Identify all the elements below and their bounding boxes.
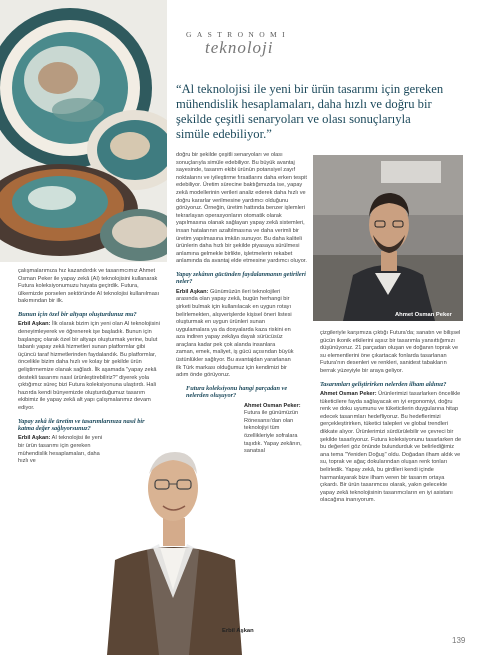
answer-4-speaker: Ahmet Osman Peker: [244,402,301,409]
question-5: Tasarımları geliştirirken nelerden ilham aldınız? [320,380,447,388]
answer-3-speaker: Erbil Aşkan: [176,288,209,295]
answer-3 [176,289,294,380]
answer-1-speaker: Erbil Aşkan: [18,321,51,328]
plates-photo [0,0,167,262]
ahmet-osman-peker-photo [313,155,463,321]
answer-2-text: AI teknolojisi ile yeni bir ürün tasarımı için gereken mühendislik hesaplamaları, daha hızlı ve [18,435,103,465]
portrait-illustration-1 [107,430,242,655]
answer-4-text: Futura ile günümüzün Rönesansı'dan olan teknolojiyi tüm özellikleriyle sofralara taşıdık. Yapay zekânın, sanatsal [244,410,302,455]
column-3-paragraph: çizgileriyle karşımıza çıktığı Futura'da; sanatın ve bilişsel gücün ikonik etkilerini aşsız bir tasarımla yansıttığımızı düşünüyoruz. 21 parçadan oluşan ve doğanın toprak ve su elementlerini öne çıkartacak fonlarda tasarlanan Futura'nın desenleri ve renkleri, sanidest tabakların berrak yüzeyiyle bir araya geliyor. [320,330,461,374]
plates-illustration [0,0,167,262]
answer-2-speaker: Erbil Aşkan: [18,435,51,442]
answer-5 [320,391,462,505]
intro-paragraph: çalışmalarımıza hız kazandırdık ve tasarımcımız Ahmet Osman Peker ile yapay zekâ (AI) teknolojisini kullanarak Futura koleksiyonumuzu hayata geçirdik. Futura, ülkemizde porselen sektöründe AI teknolojisi kullanılması bakımından bir ilk. [18,268,160,305]
question-4: Futura koleksiyonu hangi parçadan ve nelerden oluşuyor? [186,384,288,400]
portrait-illustration-2 [313,155,463,321]
section-label: GASTRONOMI [186,30,291,39]
answer-1 [18,321,160,412]
column-2-paragraph: doğru bir şekilde çeşitli senaryoları ve olası sonuçlarıyla simüle edebiliyor. Bu büyük avantaj sayesinde, tasarım ekibi ürünün potansiyel zayıf noktalarını ve iyileştirme fırsatlarını daha erken tespit edebiliyor. Üretim sürecine baktığımızda ise, yapay zekâ modellerinin verileri analiz ederek daha hızlı ve doğru kararlar verilmesine yardımcı olduğunu görüyoruz. Örneğin, üretim hattında benzer işlemleri tekrarlayan operasyonların otomatik olarak yapılmasına olanak sağlayan yapay zekâ sistemleri, insan hatalarının azaltılmasına ve daha verimli bir üretim yapılmasına imkân sunuyor. Bu daha kaliteli ürünlerin daha hızlı bir şekilde piyasaya sürülmesi anlamına gelmekle birlikte, işletmelerin rekabet anlamında da avantaj elde etmesine yardımcı oluyor. [176,152,307,265]
answer-5-speaker: Ahmet Osman Peker: [320,390,377,397]
caption-ahmet-osman-peker: Ahmet Osman Peker [395,312,452,318]
column-2 [176,152,310,456]
answer-1-text: İlk olarak bizim için yeni olan AI teknolojisini deneyimleyerek ve öğrenerek işe başladık. Bunun için başlangıç olarak özel bir altyapı oluşturmak yerine, bulut tabanlı yapay zekâ hizmetleri sunan platformlar gibi üçüncü taraf hizmetlerinden faydalandık. Bu platformlar, öncelikle bizim daha hızlı ve kolay bir şekilde ürün geliştirmemize olanak sağladı. İlk aşamada "yapay zekâ destekli tasarımı nasıl ürünleştirebiliriz?" diyerek yola çıktığımız süreç bizi Futura koleksiyonuna ulaştırdı. Hali hazırda kendi bünyemizde oluşturduğumuz tasarım ekibimiz ile yapay zekâ alt yapı çalışmalarımız devam ediyor. [18,321,160,411]
answer-5-text: Ürünlerimizi tasarlarken öncelikle tüketicilere fayda sağlayacak en iyi ergonomiyi, doğru renk ve doku uyumunu ve tüketicilerin duygularına hitap edecek tasarımları hedefliyoruz. Bu hedeflerimizi gerçekleştirirken, tüketici talepleri ve global trendleri dikkate alıyor. Ürünlerimizi sürdürülebilir ve çevreci bir şekilde tasarlıyoruz. Futura koleksiyonunu tasarlarken de bu değerleri göz önünde bulundurduk ve belirlediğimiz ana tema "Yeniden Doğuş" oldu. Doğadan ilham aldık ve su, toprak ve ağaç dokularından oluşan renk tonları belirledik. Yapay zekâ, bu girdileri kendi içinde harmanlayarak bize ilham veren bir tasarım ortaya çıkardı. Bir ürün tasarımcısı olarak, yakın gelecekte yapay zekâ teknolojisinin tasarımcıların en iyi asistanı olacağına inanıyorum. [320,390,462,504]
caption-erbil-askan: Erbil Aşkan [222,628,254,634]
column-3 [320,330,462,505]
section-subtitle: teknoloji [205,38,274,57]
question-2: Yapay zekâ ile üretim ve tasarımlarınıza nasıl bir katma değer sağlıyorsunuz? [18,417,145,432]
answer-4 [244,403,306,456]
question-3: Yapay zekânın gücünden faydalanmanın getirileri neler? [176,270,306,286]
answer-3-text: Günümüzün ileri teknolojileri arasında olan yapay zekâ, bugün herhangi bir şirketi bulmak için kullanılacak en uygun rotayı belirlemekten, alışverişlerde kişisel öneri listesi oluşturmak en uygun ürünleri sunan uygulamalara ya da dosyalarda kaza riskini en aza indiren yapay zekâya dayalı sürücüsüz araçlara kadar pek çok alanda insanlara zaman, emek, maliyet, iş gücü açısından büyük üstünlükler sağlıyor. Bu avantajdan yararlanan ilk Türk markası olduğumuz için kendimizi bir adım önde görüyoruz. [176,288,294,379]
erbil-askan-photo [107,430,242,655]
answer-2 [18,435,106,465]
pull-quote: “Al teknolojisi ile yeni bir ürün tasarımı için gereken mühendislik hesaplamaları, daha hızlı ve doğru bir şekilde çeşitli senaryoları ve olası sonuçlarıyla simüle edebiliyor.” [176,82,444,141]
question-1: Bunun için özel bir altyapı oluşturdunuz mu? [18,310,137,318]
page-number: 139 [452,636,466,645]
